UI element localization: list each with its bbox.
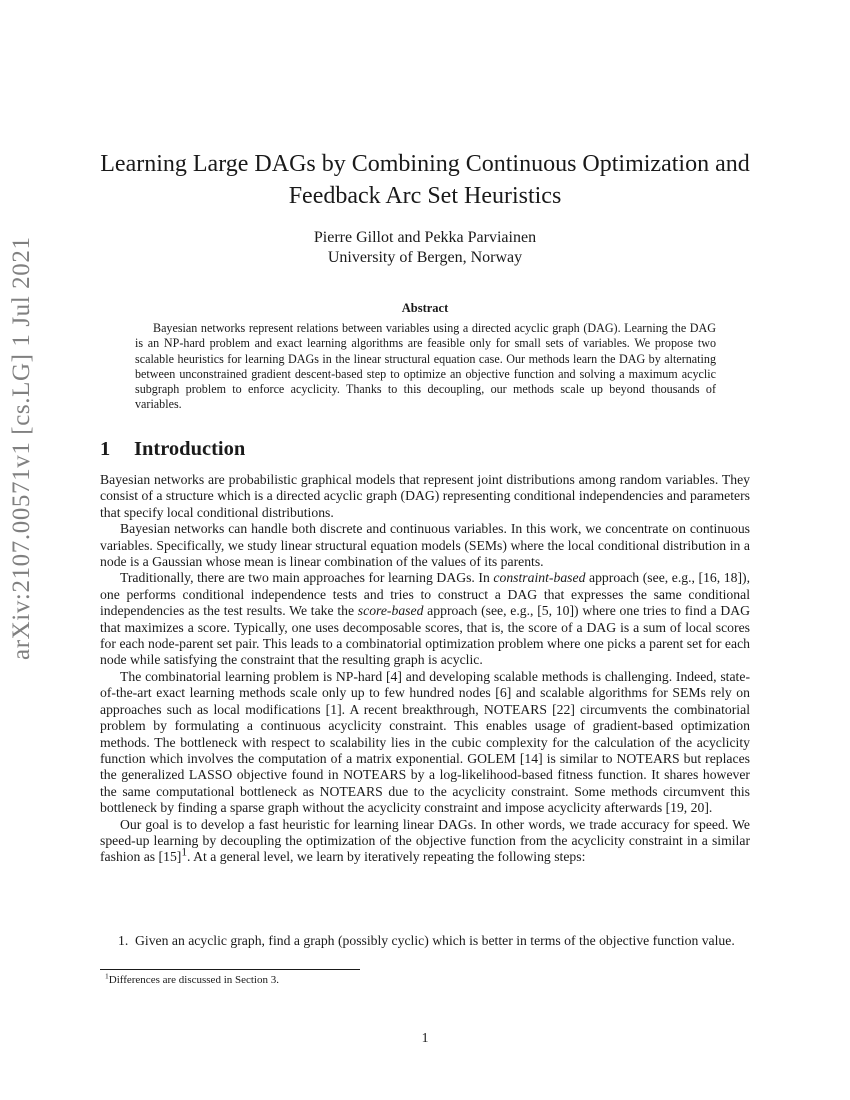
enumerated-list: [118, 933, 750, 949]
footnote-reference: 1: [181, 846, 188, 859]
author-names: Pierre Gillot and Pekka Parviainen: [313, 229, 537, 246]
paragraph-5: [100, 817, 750, 866]
emphasis-constraint-based: constraint-based: [493, 570, 586, 586]
list-item-text: Given an acyclic graph, find a graph (possibly cyclic) which is better in terms of the objective function value.: [135, 933, 735, 948]
footnote-divider: [100, 969, 360, 970]
abstract-text: Bayesian networks represent relations between variables using a directed acyclic graph (DAG). Learning the DAG is an NP-hard problem and exact learning algorithms are feasible only for small sets of variables. We propose two scalable heuristics for learning DAGs in the linear structural equation case. Our methods learn the DAG by alternating between unconstrained gradient descent-based step to optimize an objective function and solving a maximum acyclic subgraph problem to enforce acyclicity. Thanks to this decoupling, our methods scale up beyond thousands of variables.: [135, 321, 716, 412]
paper-title: [100, 148, 750, 212]
paragraph-1: Bayesian networks are probabilistic graphical models that represent joint distributions among random variables. They consist of a structure which is a directed acyclic graph (DAG) representing conditional independencies and parameters that specify local conditional distributions.: [100, 472, 750, 520]
paragraph-4: The combinatorial learning problem is NP-hard [4] and developing scalable methods is challenging. Indeed, state-of-the-art exact learning methods scale only up to few hundred nodes [6] and scalable algorithms for SEMs rely on approaches such as local modifications [1]. A recent breakthrough, NOTEARS [22] circumvents the combinatorial problem by formulating a continuous acyclicity constraint. This enables usage of gradient-based optimization methods. The bottleneck with respect to scalability lies in the cubic complexity for the calculation of the acyclicity function which involves the computation of a matrix exponential. GOLEM [14] is similar to NOTEARS but replaces the generalized LASSO objective found in NOTEARS by a log-likelihood-based fitness function. It shares however the same computational bottleneck as NOTEARS due to the acyclicity constraint. Some methods circumvent this bottleneck by finding a sparse graph without the acyclicity constraint and impose acyclicity afterwards [19, 20].: [100, 668, 750, 816]
footnote-text: Differences are discussed in Section 3.: [108, 974, 279, 986]
title-line-2: Feedback Arc Set Heuristics: [288, 183, 562, 209]
author-affiliation: University of Bergen, Norway: [327, 249, 523, 266]
paragraph-3-text-a: Traditionally, there are two main approaches for learning DAGs. In: [120, 570, 494, 586]
arxiv-identifier-text: arXiv:2107.00571v1 [cs.LG] 1 Jul 2021: [8, 236, 35, 660]
emphasis-score-based: score-based: [357, 603, 424, 619]
section-title: Introduction: [134, 438, 246, 460]
paragraph-5-text-a: Our goal is to develop a fast heuristic for learning linear DAGs. In other words, we trade accuracy for speed. We speed-up learning by decoupling the optimization of the objective function from the acyclicity constraint in a similar fashion as [15]: [100, 816, 750, 865]
section-body: [100, 472, 750, 866]
author-block: [100, 228, 750, 268]
list-item: [118, 933, 750, 949]
abstract-heading: Abstract: [401, 301, 449, 315]
paragraph-5-text-b: . At a general level, we learn by iteratively repeating the following steps:: [187, 849, 586, 865]
page-number: 1: [421, 1030, 429, 1045]
section-number: 1: [100, 438, 111, 460]
paragraph-3-text-c: approach (see, e.g., [5, 10]) where one tries to find a DAG that maximizes a score. Typically, one uses decomposable scores, that is, the score of a DAG is a sum of local scores for each node-parent set pair. This leads to a combinatorial optimization problem where one picks a parent set for each node while satisfying the constraint that the resulting graph is acyclic.: [100, 603, 750, 668]
paragraph-3: [100, 570, 750, 668]
footnote-mark: 1: [105, 971, 109, 981]
title-line-1: Learning Large DAGs by Combining Continuous Optimization and: [100, 151, 750, 177]
footnote: [105, 973, 279, 987]
list-item-marker: 1.: [118, 933, 129, 948]
paragraph-2: Bayesian networks can handle both discrete and continuous variables. In this work, we concentrate on continuous variables. Specifically, we study linear structural equation models (SEMs) where the local conditional distribution in a node is a Gaussian whose mean is linear combination of the values of its parents.: [100, 521, 750, 570]
section-heading: [100, 436, 245, 462]
paragraph-3-text-b: approach (see, e.g., [16, 18]), one performs conditional independence tests and tries to construct a DAG that expresses the same conditional independencies as the test results. We take the: [100, 570, 750, 619]
